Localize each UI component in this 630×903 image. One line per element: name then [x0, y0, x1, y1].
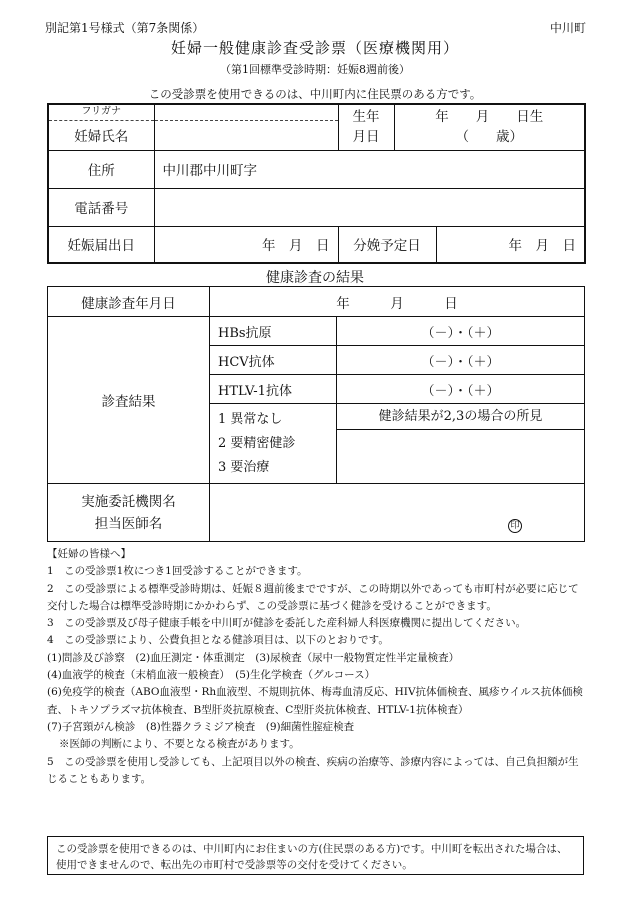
- results-section-title: 健康診査の結果: [266, 270, 364, 286]
- note-item: (4)血液学的検査（末梢血液一般検査） (5)生化学検査（グルコース）: [47, 669, 376, 682]
- note-item: 5 この受診票を使用し受診しても、上記項目以外の検査、疾病の治療等、診療内容によっては、自己負担額が生じることもあります。: [47, 755, 579, 785]
- age-value: （ 歳）: [455, 129, 523, 146]
- due-date-field[interactable]: 年 月 日: [436, 226, 585, 263]
- note-item: 3 この受診票及び母子健康手帳を中川町が健診を委託した産科婦人科医療機関に提出してください。: [47, 617, 527, 630]
- furigana-label: フリガナ: [81, 106, 121, 118]
- birth-date-field[interactable]: [394, 104, 585, 150]
- note-item: (1)問診及び診察 (2)血圧測定・体重測定 (3)尿検査（尿中一般物質定性半定量検査）: [47, 651, 460, 664]
- furigana-field[interactable]: [154, 104, 338, 120]
- outcome-normal[interactable]: 1 異常なし: [218, 411, 283, 427]
- institution-label-cell: [48, 484, 210, 542]
- pregnancy-date-label: 妊娠届出日: [48, 226, 154, 263]
- birth-date-value: 年 月 日生: [435, 109, 544, 126]
- result-label: 診査結果: [48, 317, 210, 484]
- note-item: 1 この受診票1枚につき1回受診することができます。: [47, 565, 308, 578]
- outcome-treatment[interactable]: 3 要治療: [218, 459, 270, 475]
- notes-heading: 【妊婦の皆様へ】: [47, 548, 131, 560]
- phone-label: 電話番号: [48, 188, 154, 226]
- due-date-label: 分娩予定日: [338, 226, 436, 263]
- birth-label-1: 生年: [352, 109, 380, 126]
- exam-date-label: 健康診査年月日: [48, 287, 210, 317]
- note-item: (6)免疫学的検査（ABO血液型・Rh血液型、不規則抗体、梅毒血清反応、HIV抗体価検査、風疹ウイルス抗体価検査、トキソプラズマ抗体検査、B型肝炎抗原検査、C型肝炎抗体検査、HTLV-1抗体検査）: [47, 686, 583, 716]
- results-table: [47, 286, 585, 542]
- form-number: 別記第1号様式（第7条関係）: [45, 21, 205, 35]
- note-item: ※医師の判断により、不要となる検査があります。: [59, 738, 300, 751]
- exam-date-field[interactable]: 年 月 日: [210, 287, 585, 317]
- test-name: HCV抗体: [210, 346, 337, 375]
- address-field[interactable]: 中川郡中川町字: [154, 150, 585, 188]
- outcome-options[interactable]: [210, 404, 337, 484]
- institution-label: 実施委託機関名: [81, 493, 176, 510]
- note-item: 4 この受診票により、公費負担となる健診項目は、以下のとおりです。: [47, 634, 389, 647]
- personal-info-table: [47, 103, 586, 264]
- test-name: HBs抗原: [210, 317, 337, 346]
- birth-label-cell: [338, 104, 394, 150]
- footer-notice: この受診票を使用できるのは、中川町内にお住まいの方(住民票のある方)です。中川町を転出された場合は、使用できませんので、転出先の市町村で受診票等の交付を受けてください。: [47, 836, 584, 875]
- outcome-detailed-exam[interactable]: 2 要精密健診: [218, 435, 296, 451]
- phone-field[interactable]: [154, 188, 585, 226]
- name-field[interactable]: [154, 120, 338, 150]
- note-item: 2 この受診票による標準受診時期は、妊娠８週前後までですが、この時期以外であっても市町村が必要に応じて交付した場合は標準受診時期にかかわらず、この受診票に基づく健診を受けることができます。: [47, 582, 579, 612]
- eligibility-notice: この受診票を使用できるのは、中川町内に住民票のある方です。: [148, 87, 482, 101]
- seal-mark: 印: [508, 519, 522, 533]
- birth-label-2: 月日: [352, 129, 380, 146]
- note-item: (7)子宮頸がん検診 (8)性器クラミジア検査 (9)細菌性腟症検査: [47, 720, 355, 733]
- furigana-label-cell: [48, 104, 154, 120]
- name-label: 妊婦氏名: [48, 120, 154, 150]
- test-name: HTLV-1抗体: [210, 375, 337, 404]
- findings-cell: [337, 404, 585, 484]
- page-subtitle: （第1回標準受診時期：妊娠8週前後）: [220, 63, 410, 76]
- page-title: 妊婦一般健康診査受診票（医療機関用）: [170, 39, 459, 57]
- address-label: 住所: [48, 150, 154, 188]
- test-result-hcv[interactable]: （－）・（＋）: [337, 346, 585, 375]
- findings-label: 健診結果が2,3の場合の所見: [337, 404, 584, 430]
- doctor-label: 担当医師名: [94, 515, 163, 532]
- findings-field[interactable]: [337, 430, 584, 482]
- pregnancy-date-field[interactable]: 年 月 日: [154, 226, 338, 263]
- test-result-hbs[interactable]: （－）・（＋）: [337, 317, 585, 346]
- notes-section: [47, 546, 587, 788]
- town-name: 中川町: [549, 21, 586, 35]
- institution-field[interactable]: [210, 484, 585, 542]
- test-result-htlv[interactable]: （－）・（＋）: [337, 375, 585, 404]
